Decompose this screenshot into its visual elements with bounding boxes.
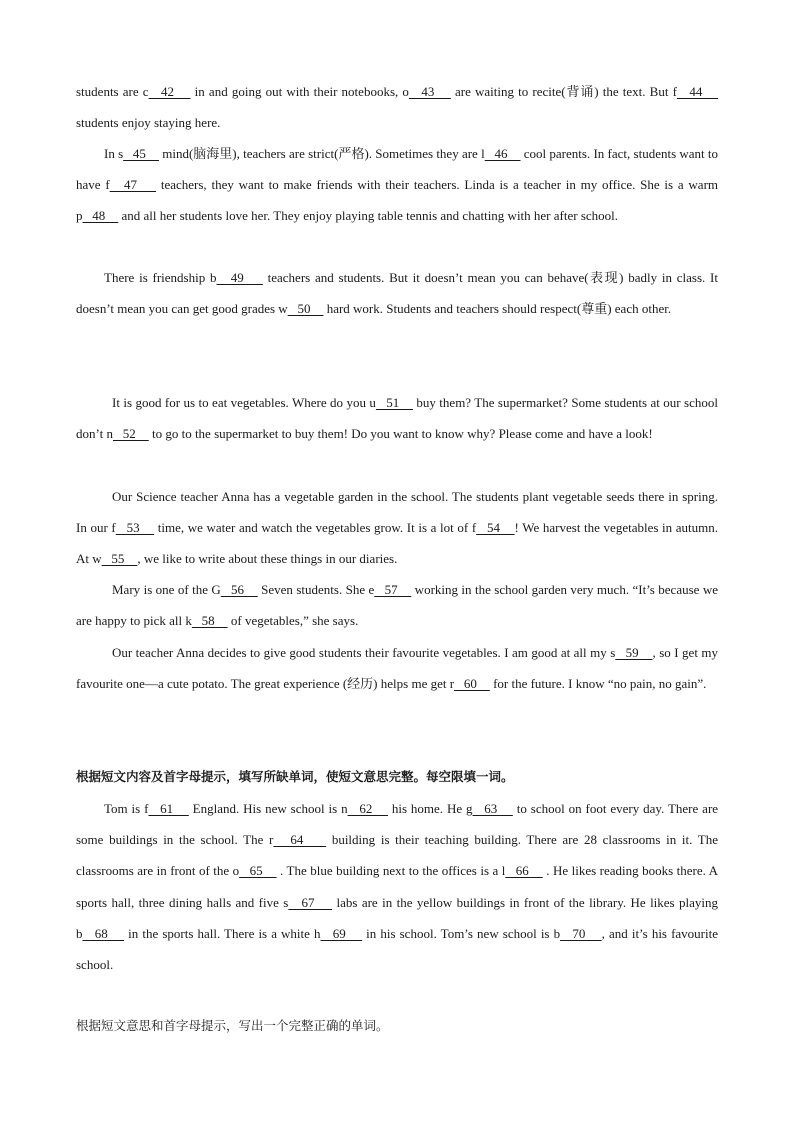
blank-53: 53 xyxy=(115,520,155,536)
text-run: building is their teaching building. There are 28 classrooms in it. The classrooms are in front of the o xyxy=(76,832,718,879)
text-run: Seven students. She e xyxy=(257,582,375,597)
blank-44: 44 xyxy=(676,84,718,99)
text-run: buy them? The supermarket? Some students at our school don’t n xyxy=(76,395,718,442)
text-run: England. His new school is n xyxy=(188,801,348,816)
passage2-paragraph-3 xyxy=(76,574,718,636)
text-run: Tom is f xyxy=(104,801,149,816)
blank-46: 46 xyxy=(484,146,521,161)
text-run: in the sports hall. There is a white h xyxy=(124,925,321,941)
blank-60: 60 xyxy=(454,676,490,692)
blank-59: 59 xyxy=(615,645,653,660)
text-run: for the future. I know “no pain, no gain”. xyxy=(489,676,707,692)
text-run: , and it’s his favourite school. xyxy=(76,925,718,973)
text-run: labs are in the yellow buildings in front of the library. He likes playing b xyxy=(76,894,719,941)
blank-56: 56 xyxy=(220,582,258,597)
text-run: of vegetables,” she says. xyxy=(227,613,359,629)
text-run: in his school. Tom’s new school is b xyxy=(362,925,561,941)
text-run: working in the school garden very much. “It’s because we are happy to pick all k xyxy=(76,582,719,629)
text-run: teachers and students. But it doesn’t mean you can behave(表现) badly in class. It doesn’t mean you can get good grades w xyxy=(76,270,718,317)
blank-49: 49 xyxy=(216,270,263,285)
passage2-paragraph-2 xyxy=(76,481,718,575)
blank-68: 68 xyxy=(82,925,125,941)
blank-48: 48 xyxy=(82,208,119,224)
text-run: In s xyxy=(104,146,124,161)
instruction-heading-2: 根据短文意思和首字母提示，写出一个完整正确的单词。 xyxy=(76,1018,389,1033)
text-run: . He likes reading books there. A sports hall, three dining halls and five s xyxy=(76,863,719,910)
blank-70: 70 xyxy=(560,925,602,941)
text-run: mind(脑海里), teachers are strict(严格). Sometimes they are l xyxy=(158,146,485,161)
blank-50: 50 xyxy=(287,301,324,317)
text-run: , we like to write about these things in our diaries. xyxy=(137,551,398,567)
passage2-paragraph-4 xyxy=(76,637,718,699)
blank-66: 66 xyxy=(505,863,543,879)
text-run: hard work. Students and teachers should respect(尊重) each other. xyxy=(323,301,672,317)
passage2-paragraph-1 xyxy=(76,387,718,449)
blank-64: 64 xyxy=(273,832,327,848)
text-run: in and going out with their notebooks, o xyxy=(190,84,409,99)
blank-58: 58 xyxy=(191,613,228,629)
passage3-paragraph-1 xyxy=(76,793,718,980)
passage1-paragraph-1 xyxy=(76,76,718,138)
text-run: cool parents. In fact, students want to have f xyxy=(76,146,719,193)
blank-61: 61 xyxy=(148,801,189,816)
text-run: time, we water and watch the vegetables grow. It is a lot of f xyxy=(154,520,477,536)
instruction-heading-1: 根据短文内容及首字母提示，填写所缺单词，使短文意思完整。每空限填一词。 xyxy=(76,769,514,784)
blank-65: 65 xyxy=(239,863,277,879)
text-run: to school on foot every day. There are some buildings in the school. The r xyxy=(76,801,719,848)
blank-69: 69 xyxy=(320,925,363,941)
text-run: ! We harvest the vegetables in autumn. At w xyxy=(76,520,719,567)
blank-51: 51 xyxy=(375,395,413,410)
blank-67: 67 xyxy=(288,894,333,910)
text-run: There is friendship b xyxy=(104,270,217,285)
passage1-paragraph-2 xyxy=(76,138,718,232)
blank-55: 55 xyxy=(101,551,138,567)
text-run: It is good for us to eat vegetables. Where do you u xyxy=(112,395,376,410)
passage1-paragraph-3 xyxy=(76,262,718,324)
text-run: to go to the supermarket to buy them! Do you want to know why? Please come and have a look! xyxy=(148,426,653,442)
blank-52: 52 xyxy=(112,426,149,442)
blank-47: 47 xyxy=(109,177,157,193)
text-run: teachers, they want to make friends with their teachers. Linda is a teacher in my office. She is a warm p xyxy=(76,177,719,224)
text-run: Our teacher Anna decides to give good students their favourite vegetables. I am good at all my s xyxy=(112,645,616,660)
text-run: and all her students love her. They enjoy playing table tennis and chatting with her after school. xyxy=(118,208,619,224)
text-run: , so I get my favourite one—a cute potato. The great experience (经历) helps me get r xyxy=(76,645,719,692)
text-run: his home. He g xyxy=(387,801,473,816)
blank-54: 54 xyxy=(476,520,515,536)
text-run: . The blue building next to the offices is a l xyxy=(276,863,506,879)
text-run: Mary is one of the G xyxy=(112,582,221,597)
text-run: Our Science teacher Anna has a vegetable garden in the school. The students plant vegetable seeds there in spring. In our f xyxy=(76,489,718,536)
blank-42: 42 xyxy=(148,84,191,99)
text-run: are waiting to recite(背诵) the text. But f xyxy=(450,84,677,99)
text-run: students are c xyxy=(76,84,149,99)
blank-43: 43 xyxy=(408,84,451,99)
text-run: students enjoy staying here. xyxy=(76,115,221,131)
blank-62: 62 xyxy=(347,801,388,816)
blank-45: 45 xyxy=(123,146,159,161)
blank-57: 57 xyxy=(374,582,412,597)
blank-63: 63 xyxy=(472,801,513,816)
